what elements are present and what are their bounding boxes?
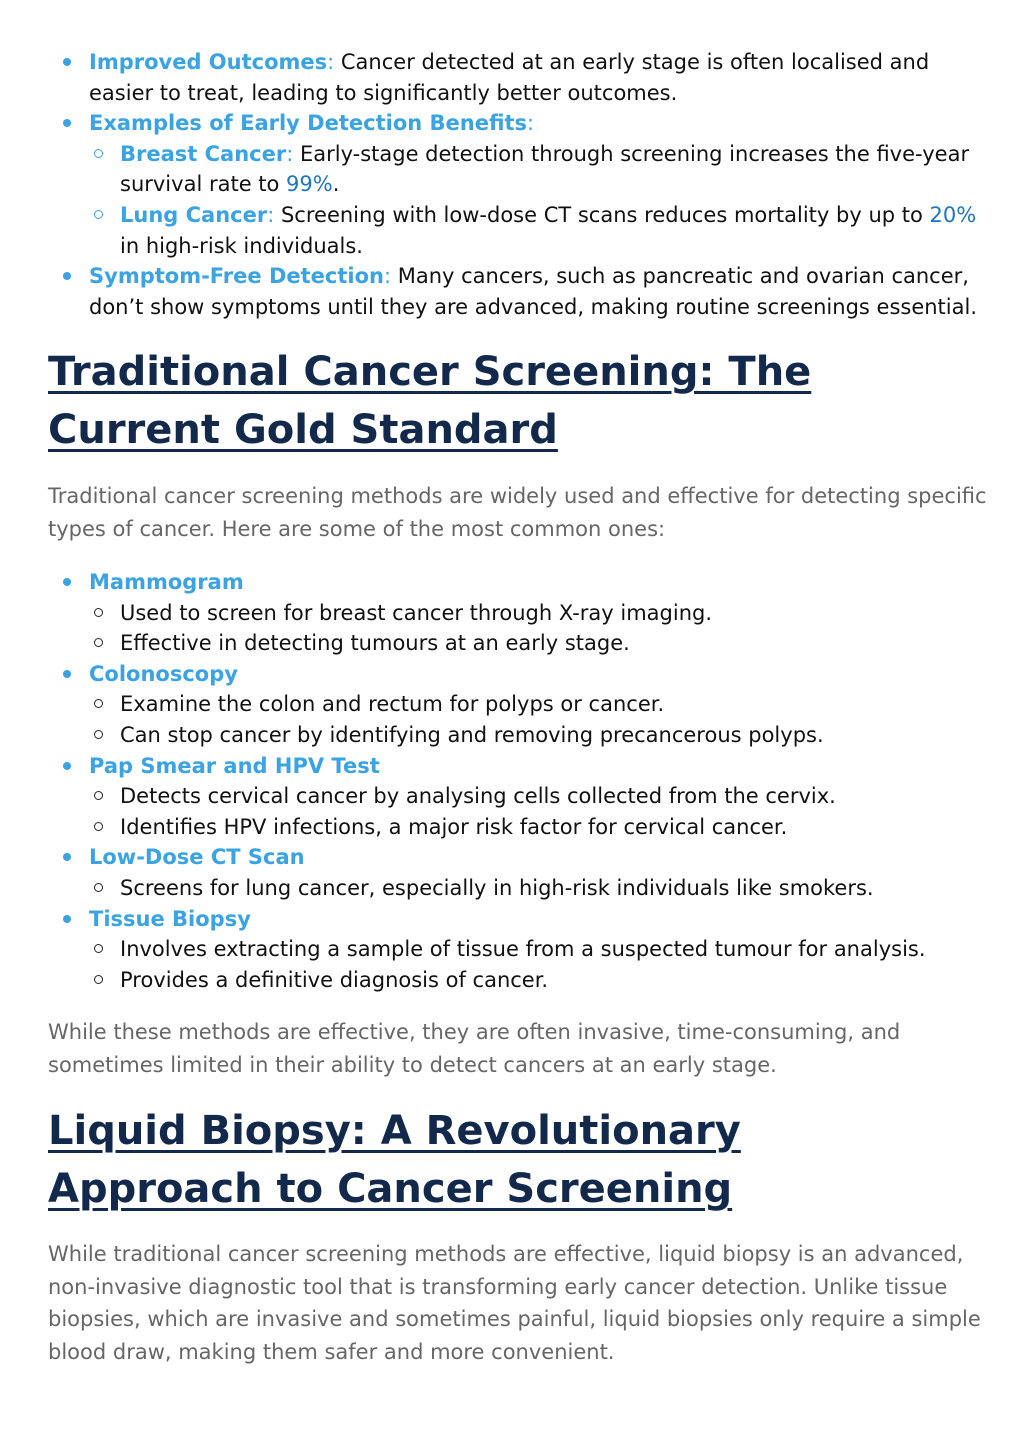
list-subitem: Effective in detecting tumours at an early stage. [0, 628, 990, 659]
list-item: Improved Outcomes: Cancer detected at an early stage is often localised and easier to treat, leading to significantly better outcomes. [0, 47, 990, 108]
list-subitem: Identifies HPV infections, a major risk factor for cervical cancer. [0, 812, 990, 843]
list-subitem: Can stop cancer by identifying and removing precancerous polyps. [0, 720, 990, 751]
list-item-text: Many cancers, such as pancreatic and ovarian cancer, don’t show symptoms until they are advanced, making routine screenings essential. [89, 264, 977, 319]
section-heading-liquid-biopsy: Liquid Biopsy: A Revolutionary Approach to Cancer Screening [48, 1108, 741, 1212]
early-detection-benefits-list [0, 47, 990, 322]
list-item [0, 904, 990, 935]
list-subitem: Provides a definitive diagnosis of cancer. [0, 965, 990, 996]
list-subitem: Examine the colon and rectum for polyps or cancer. [0, 689, 990, 720]
list-subitem: Detects cervical cancer by analysing cells collected from the cervix. [0, 781, 990, 812]
section-body-paragraph: While traditional cancer screening methods are effective, liquid biopsy is an advanced, non-invasive diagnostic tool that is transforming early cancer detection. Unlike tissue biopsies, which are invasive and sometimes painful, liquid biopsies only require a simple blood draw, making them safer and more convenient. [48, 1242, 981, 1364]
list-item-text: Cancer detected at an early stage is often localised and easier to treat, leading to significantly better outcomes. [89, 50, 930, 105]
list-item: Lung Cancer: Screening with low-dose CT scans reduces mortality by up to 20% in high-risk individuals. [0, 200, 990, 261]
method-name: Low-Dose CT Scan [89, 845, 305, 870]
list-subitem: Involves extracting a sample of tissue from a suspected tumour for analysis. [0, 934, 990, 965]
list-subitem: Used to screen for breast cancer through X-ray imaging. [0, 598, 990, 629]
list-item-label: Symptom-Free Detection [89, 264, 384, 289]
list-item-label: Lung Cancer [120, 202, 268, 227]
section-heading-traditional-screening: Traditional Cancer Screening: The Current Gold Standard [48, 349, 812, 453]
stat-value: 20% [929, 202, 977, 227]
section-closing-paragraph: While these methods are effective, they are often invasive, time-consuming, and sometimes limited in their ability to detect cancers at an early stage. [48, 1020, 901, 1077]
list-item-label: Breast Cancer [120, 141, 287, 166]
list-item [0, 842, 990, 873]
list-item [0, 659, 990, 690]
method-name: Mammogram [89, 570, 244, 594]
stat-value: 99% [286, 172, 333, 197]
list-subitem: Screens for lung cancer, especially in high-risk individuals like smokers. [0, 873, 990, 904]
list-item [0, 751, 990, 782]
list-item: Breast Cancer: Early-stage detection through screening increases the five-year survival rate to 99%. [0, 139, 990, 200]
list-item-label: Improved Outcomes [89, 50, 328, 74]
screening-methods-list [0, 567, 990, 995]
list-item-label: Examples of Early Detection Benefits [89, 111, 528, 136]
list-item: Symptom-Free Detection: Many cancers, such as pancreatic and ovarian cancer, don’t show symptoms until they are advanced, making routine screenings essential. [0, 261, 990, 322]
method-name: Pap Smear and HPV Test [89, 753, 380, 778]
method-name: Colonoscopy [89, 661, 238, 686]
list-item: Examples of Early Detection Benefits: [0, 108, 990, 139]
method-name: Tissue Biopsy [89, 906, 251, 931]
section-intro-paragraph: Traditional cancer screening methods are widely used and effective for detecting specific types of cancer. Here are some of the most common ones: [48, 484, 987, 541]
list-item [0, 567, 990, 598]
